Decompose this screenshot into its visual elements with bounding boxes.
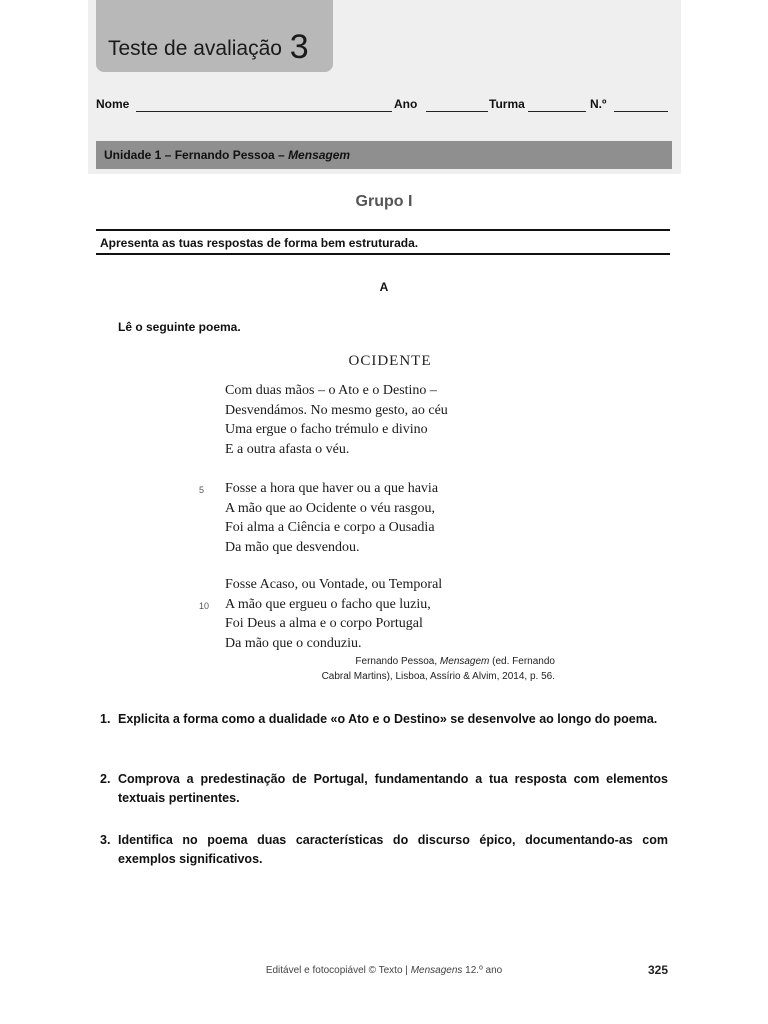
verse: Uma ergue o facho trémulo e divino xyxy=(225,422,428,437)
question-2 xyxy=(100,770,668,808)
source-line-1 xyxy=(300,654,555,669)
instruction-rule-top xyxy=(96,229,670,231)
question-text: Explicita a forma como a dualidade «o Ato e o Destino» se desenvolve ao longo do poema. xyxy=(118,712,658,726)
unit-title xyxy=(104,148,350,162)
poem-source xyxy=(300,654,555,684)
verse: Fosse a hora que haver ou a que havia xyxy=(225,481,439,496)
number-line[interactable] xyxy=(614,111,668,112)
unit-prefix: Unidade 1 – Fernando Pessoa – xyxy=(104,148,289,162)
question-text: Identifica no poema duas características do discurso épico, documentando-as com exemplos significativos. xyxy=(118,833,668,866)
question-3 xyxy=(100,831,668,869)
instruction-text: Apresenta as tuas respostas de forma bem estruturada. xyxy=(100,236,419,250)
number-label: N.º xyxy=(590,97,607,111)
name-label: Nome xyxy=(96,97,130,111)
class-label: Turma xyxy=(489,97,525,111)
student-id-row xyxy=(96,97,668,115)
verse: Foi Deus a alma e o corpo Portugal xyxy=(225,616,423,631)
year-label: Ano xyxy=(394,97,418,111)
source-line-2: Cabral Martins), Lisboa, Assírio & Alvim, 2014, p. 56. xyxy=(321,671,555,682)
verse: Da mão que desvendou. xyxy=(225,539,360,555)
question-number: 2. xyxy=(100,772,111,786)
name-line[interactable] xyxy=(136,111,392,112)
footer-work: Mensagens xyxy=(410,965,463,976)
section-label: A xyxy=(379,280,389,294)
group-title: Grupo I xyxy=(355,193,413,210)
source-author: Fernando Pessoa, xyxy=(355,656,440,667)
poem-title: OCIDENTE xyxy=(348,353,432,369)
question-1 xyxy=(100,710,668,729)
verse: Da mão que o conduziu. xyxy=(225,635,362,651)
footer-prefix: Editável e fotocopiável © Texto | xyxy=(265,965,411,976)
lead-text: Lê o seguinte poema. xyxy=(118,320,241,334)
line-number: 10 xyxy=(199,601,210,611)
verse: Desvendámos. No mesmo gesto, ao céu xyxy=(225,402,448,418)
unit-bar xyxy=(96,141,672,169)
question-text: Comprova a predestinação de Portugal, fundamentando a tua resposta com elementos textuais pertinentes. xyxy=(118,772,668,805)
verse: Fosse Acaso, ou Vontade, ou Temporal xyxy=(225,577,443,592)
class-line[interactable] xyxy=(528,111,586,112)
verse: E a outra afasta o véu. xyxy=(225,441,350,457)
question-number: 3. xyxy=(100,833,111,847)
footer-suffix: 12.º ano xyxy=(462,965,503,976)
source-rest: (ed. Fernando xyxy=(489,656,555,667)
line-number: 5 xyxy=(199,485,205,495)
verse: Com duas mãos – o Ato e o Destino – xyxy=(225,383,437,398)
verse: Foi alma a Ciência e corpo a Ousadia xyxy=(225,520,435,535)
page-title xyxy=(108,28,309,67)
test-number: 3 xyxy=(289,28,309,66)
instruction-rule-bottom xyxy=(96,253,670,255)
unit-work: Mensagem xyxy=(288,148,351,162)
verse: A mão que ergueu o facho que luziu, xyxy=(225,596,431,612)
source-work: Mensagem xyxy=(439,656,490,667)
year-line[interactable] xyxy=(426,111,488,112)
page-number: 325 xyxy=(648,963,669,977)
question-number: 1. xyxy=(100,712,111,726)
verse: A mão que ao Ocidente o véu rasgou, xyxy=(225,500,435,516)
title-label: Teste de avaliação xyxy=(108,37,282,60)
